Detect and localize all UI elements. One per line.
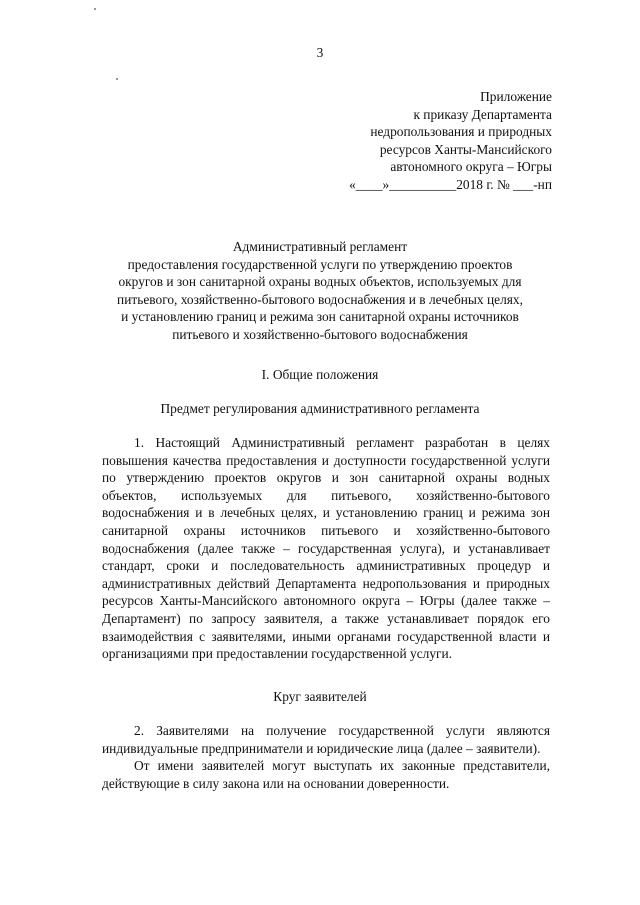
paragraph-1: 1. Настоящий Административный регламент разработан в целях повышения качества предоставления и доступности государственной услуги по утверждению проектов округов и зон санитарной охраны водных объектов, используемых для питьевого, хозяйственно-бытового водоснабжения и в лечебных целях, и установлению границ и режима зон санитарной охраны источников питьевого и хозяйственно-бытового водоснабжения (далее также – государственная услуга), и устанавливает стандарт, сроки и последовательность административных процедур и административных действий Департамента недропользования и природных ресурсов Ханты-Мансийского автономного округа – Югры (далее также – Департамент) по запросу заявителя, а также устанавливает порядок его взаимодействия с заявителями, иными органами государственной власти и организациями при предоставлении государственной услуги. [102,435,550,662]
section-heading: I. Общие положения [261,367,379,382]
title-line: питьевого и хозяйственно-бытового водоснабжения [172,326,468,342]
title-line: и установлению границ и режима зон санитарной охраны источников [121,309,519,325]
scan-speck [116,78,118,80]
appendix-line: автономного округа – Югры [390,159,552,175]
page-number: 3 [316,45,324,60]
appendix-line: Приложение [480,89,552,104]
title-line: округов и зон санитарной охраны водных объектов, используемых для [118,274,522,290]
appendix-line: недропользования и природных [370,124,552,140]
title-line: Административный регламент [232,239,408,254]
appendix-line: к приказу Департамента [413,106,552,122]
paragraph-3: От имени заявителей могут выступать их законные представители, действующие в силу закона или на основании доверенности. [102,758,550,791]
paragraph-1-block [102,434,550,663]
applicants-heading: Круг заявителей [273,689,367,704]
title-line: предоставления государственной услуги по утверждению проектов [127,256,513,272]
applicants-block [102,722,550,792]
scan-speck [94,8,96,10]
document-title [90,238,550,344]
appendix-line: ресурсов Ханты-Мансийского [379,141,552,157]
paragraph-2: 2. Заявителями на получение государственной услуги являются индивидуальные предприниматели и юридические лица (далее – заявители). [102,723,550,756]
subsection-heading: Предмет регулирования административного регламента [160,401,480,416]
appendix-block [349,88,552,194]
appendix-line: «____»__________2018 г. № ___-нп [349,176,552,192]
title-line: питьевого, хозяйственно-бытового водоснабжения и в лечебных целях, [117,291,523,307]
